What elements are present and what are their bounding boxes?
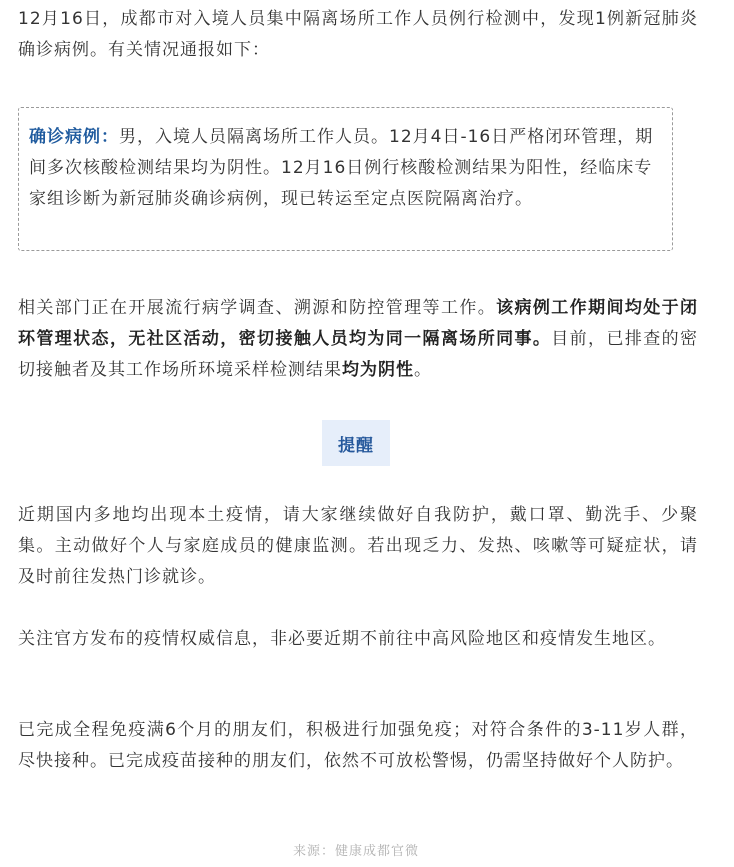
reminder-paragraph-3: 已完成全程免疫满6个月的朋友们，积极进行加强免疫；对符合条件的3-11岁人群，尽快接种。已完成疫苗接种的朋友们，依然不可放松警惕，仍需坚持做好个人防护。 [18, 720, 698, 771]
investigation-bold-2: 均为阴性 [342, 360, 414, 380]
reminder-paragraph-1: 近期国内多地均出现本土疫情，请大家继续做好自我防护，戴口罩、勤洗手、少聚集。主动做好个人与家庭成员的健康监测。若出现乏力、发热、咳嗽等可疑症状，请及时前往发热门诊就诊。 [18, 505, 698, 587]
reminder-heading: 提醒 [322, 420, 390, 466]
investigation-text-2: 目前，已排查的密切接触者及其工作场所环境采样检测结果 [18, 329, 699, 380]
investigation-paragraph [18, 293, 698, 386]
case-label: 确诊病例： [29, 127, 119, 147]
case-description [29, 122, 662, 215]
investigation-text-1: 相关部门正在开展流行病学调查、溯源和防控管理等工作。 [18, 298, 497, 318]
case-callout-box [18, 107, 673, 251]
intro-paragraph: 12月16日，成都市对入境人员集中隔离场所工作人员例行检测中，发现1例新冠肺炎确诊病例。有关情况通报如下： [18, 9, 698, 60]
investigation-bold-1: 该病例工作期间均处于闭环管理状态，无社区活动，密切接触人员均为同一隔离场所同事。 [18, 298, 699, 349]
investigation-text-3: 。 [414, 360, 432, 380]
case-text: 男，入境人员隔离场所工作人员。12月4日-16日严格闭环管理，期间多次核酸检测结果均为阴性。12月16日例行核酸检测结果为阳性，经临床专家组诊断为新冠肺炎确诊病例，现已转运至定点医院隔离治疗。 [29, 127, 654, 209]
reminder-paragraph-2: 关注官方发布的疫情权威信息，非必要近期不前往中高风险地区和疫情发生地区。 [18, 629, 666, 649]
source-credit: 来源：健康成都官微 [292, 844, 419, 859]
